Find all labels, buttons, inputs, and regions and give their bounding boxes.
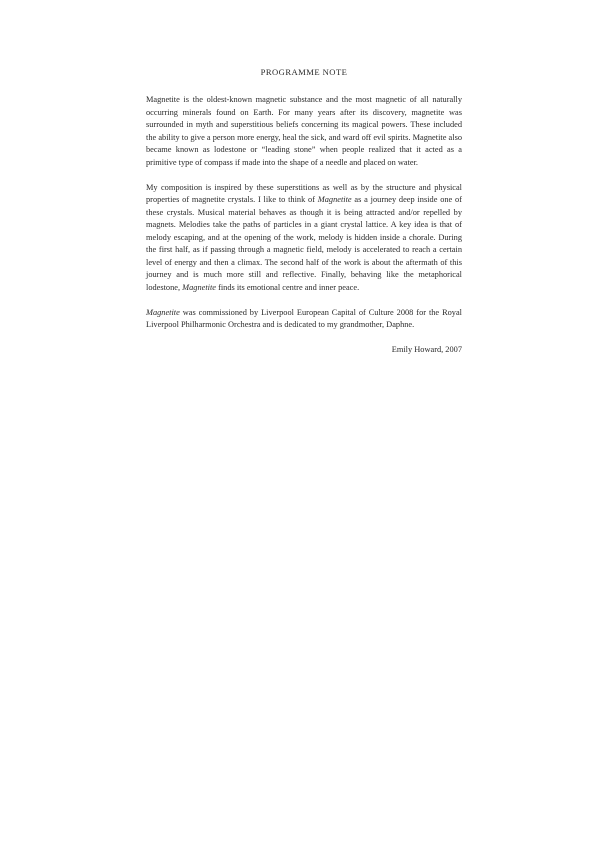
work-title: Magnetite	[146, 307, 180, 317]
author-attribution: Emily Howard, 2007	[391, 345, 462, 354]
paragraph-commission	[146, 307, 462, 332]
paragraph-text: was commissioned by Liverpool European Capital of Culture 2008 for the Royal Liverpool Philharmonic Orchestra and is dedicated to my grandmother, Daphne.	[146, 307, 462, 329]
paragraph-composition	[146, 182, 462, 295]
page-title: PROGRAMME NOTE	[260, 67, 348, 77]
paragraph-text: finds its emotional centre and inner peace.	[215, 282, 360, 292]
programme-note-body	[146, 94, 462, 369]
paragraph-text: as a journey deep inside one of these crystals. Musical material behaves as though it is being attracted and/or repelled by magnets. Melodies take the paths of particles in a giant crystal lattice. A key idea is that of melody escaping, and at the opening of the work, melody is hidden inside a chorale. During the first half, as if passing through a magnetic field, melody is accelerated to reach a certain level of energy and then a climax. The second half of the work is about the aftermath of this journey and is much more still and reflective. Finally, behaving like the metaphorical lodestone,	[146, 195, 462, 292]
paragraph-magnetite-history: Magnetite is the oldest-known magnetic substance and the most magnetic of all naturally occurring minerals found on Earth. For many years after its discovery, magnetite was surrounded in myth and superstitious beliefs concerning its magical powers. These included the ability to give a person more energy, heal the sick, and ward off evil spirits. Magnetite also became known as lodestone or “leading stone” when people realized that it acted as a primitive type of compass if made into the shape of a needle and placed on water.	[146, 95, 462, 167]
work-title: Magnetite	[317, 195, 352, 204]
work-title: Magnetite	[182, 282, 216, 292]
paragraph-text: My composition is inspired by these superstitions as well as by the structure and physical properties of magnetite crystals. I like to think of	[146, 182, 462, 204]
